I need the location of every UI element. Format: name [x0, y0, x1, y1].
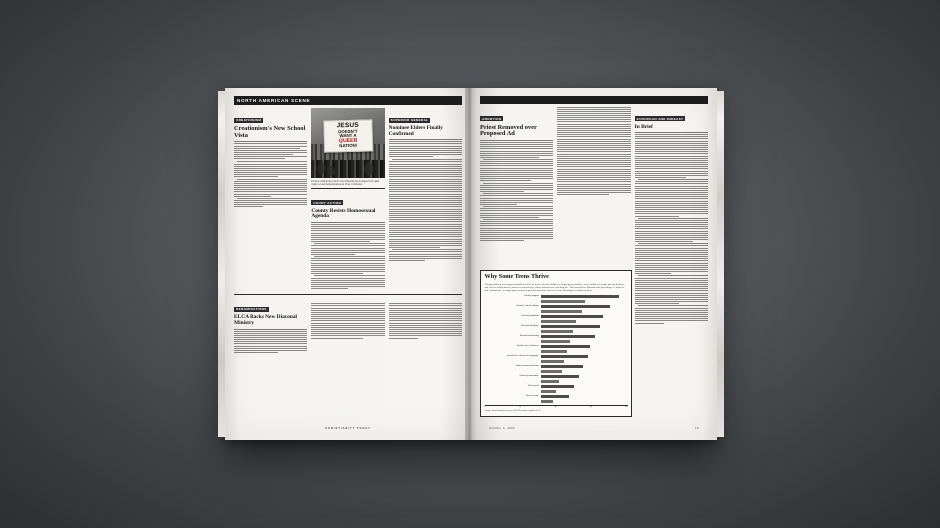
chart-bar-nonthrivers	[541, 310, 582, 313]
chart-bar-row	[485, 385, 628, 388]
chart-subtitle: Though children in two-parent families tend to be better off than children in single-parent families, some children in single parents do thrive and excel at risk behavior, such as sexual activity, school absenteeism, and drug use. This chart below illustrates the percentage of "thrivers" and "nonthrivers" in single-parent and two-parent households who have some advantages available to them.	[484, 282, 625, 292]
chart-bar-row	[485, 295, 628, 298]
headline-elca: ELCA Backs New Diaconal Ministry	[234, 314, 298, 326]
kicker-european-mideast: EUROPEAN AND MIDEAST	[636, 116, 684, 121]
chart-bar-label: Parental monitoring	[519, 334, 539, 338]
chart-bar-nonthrivers	[541, 390, 557, 393]
chart-bar-nonthrivers	[541, 360, 564, 363]
article-body-elca-1	[234, 331, 307, 353]
chart-bar-row	[485, 355, 628, 358]
kicker-creationism: CREATIONISM	[236, 118, 262, 122]
chart-bar-row	[485, 380, 628, 383]
headline-county-resists: County Resists Homosexual Agenda	[311, 207, 376, 220]
chart-bar-row	[485, 340, 628, 343]
chart-x-tick-labels	[485, 406, 628, 408]
chart-bar-track	[541, 320, 628, 323]
protest-sign: JESUS DOESN'T WANT A QUEER NATION!	[323, 119, 372, 153]
chart-bar-thrivers	[541, 375, 579, 378]
chart-bar-thrivers	[541, 335, 596, 338]
chart-bar-track	[541, 350, 628, 353]
chart-bar-row	[485, 360, 628, 363]
left-page-bottom-column-3	[389, 297, 462, 355]
chart-bar-label: School performance	[519, 374, 539, 378]
article-body-nominee-elders-cont	[389, 159, 462, 261]
chart-bar-row	[485, 370, 628, 373]
left-page-bottom-column-2	[311, 297, 384, 355]
chart-bar-label: Homework	[528, 384, 539, 388]
chart-bar-row	[485, 305, 628, 308]
chart-bar-track	[541, 335, 628, 338]
divider	[311, 222, 384, 223]
chart-bar-thrivers	[541, 355, 588, 358]
chart-bar-row	[485, 335, 628, 338]
divider	[311, 188, 384, 189]
chart-bar-track	[541, 370, 628, 373]
article-body-elca-3	[389, 303, 462, 338]
chart-bar-label: Parental standards	[521, 314, 539, 318]
article-body-county-resists	[311, 224, 384, 289]
article-body-in-brief	[635, 134, 708, 323]
chart-bar-nonthrivers	[541, 300, 585, 303]
chart-bar-thrivers	[541, 325, 600, 328]
chart-bar-track	[541, 385, 628, 388]
chart-tick: 40	[554, 406, 557, 409]
chart-bar-nonthrivers	[541, 340, 570, 343]
chart-bar-track	[541, 375, 628, 378]
chart-bar-row	[485, 320, 628, 323]
left-page-column-2	[311, 108, 384, 291]
masthead-bar-right	[480, 96, 708, 104]
section-masthead: NORTH AMERICAN SCENE	[234, 96, 462, 105]
chart-bar-row	[485, 365, 628, 368]
chart-bar-nonthrivers	[541, 350, 567, 353]
chart-bar-label: Positive peer influence	[516, 344, 539, 348]
right-page-column-3	[635, 107, 708, 326]
headline-nominee-elders: Nominee Elders Finally Confirmed	[388, 125, 443, 137]
chart-bar-thrivers	[541, 345, 590, 348]
headline-creationism: Creationism's New School Vista	[234, 125, 306, 139]
chart-tick: 60	[589, 406, 592, 409]
chart-bar-row	[485, 300, 628, 303]
chart-tick: 0	[484, 406, 486, 409]
chart-bar-label: Achievement motivation	[515, 364, 539, 368]
divider	[389, 139, 462, 140]
chart-bar-label: Positive school climate	[516, 304, 539, 308]
headline-in-brief: In Brief	[634, 123, 653, 130]
chart-bar-thrivers	[541, 295, 619, 298]
chart-bar-row	[485, 350, 628, 353]
chart-bar-row	[485, 325, 628, 328]
left-page-column-3	[389, 108, 462, 291]
chart-bar-nonthrivers	[541, 370, 563, 373]
chart-bar-thrivers	[541, 395, 570, 398]
chart-bar-nonthrivers	[541, 330, 573, 333]
chart-bar-track	[541, 360, 628, 363]
right-page-footer	[489, 427, 699, 430]
divider	[234, 329, 307, 330]
chart-bar-track	[541, 355, 628, 358]
chart-region	[480, 266, 632, 417]
left-page-footer	[243, 427, 453, 430]
right-page	[471, 88, 717, 440]
divider	[635, 132, 708, 133]
photo-caption: Protests outside the school board meeting have ranged from quiet vigils to loud demonstrations in Vista, California.	[311, 179, 380, 186]
chart-bar-track	[541, 300, 628, 303]
left-page-bottom-column-1	[234, 297, 307, 355]
article-body-elca-2	[311, 303, 384, 338]
chart-bar-track	[541, 295, 628, 298]
open-magazine-spread	[225, 88, 717, 440]
teens-thrive-chart	[480, 270, 632, 417]
chart-bar-track	[541, 390, 628, 393]
chart-bar-track	[541, 330, 628, 333]
chart-bar-track	[541, 325, 628, 328]
chart-bar-thrivers	[541, 385, 574, 388]
chart-bar-track	[541, 395, 628, 398]
chart-bar-thrivers	[541, 365, 583, 368]
chart-bar-track	[541, 315, 628, 318]
divider	[234, 141, 307, 142]
chart-title: Why Some Teens Thrive	[484, 273, 549, 280]
chart-bar-track	[541, 380, 628, 383]
chart-tick: 20	[518, 406, 522, 409]
article-body-nominee-elders	[389, 141, 462, 157]
footer-page-number: 19	[695, 427, 699, 430]
chart-bar-row	[485, 345, 628, 348]
chart-bar-track	[541, 340, 628, 343]
chart-bar-nonthrivers	[541, 380, 559, 383]
chart-bar-row	[485, 395, 628, 398]
divider	[234, 294, 462, 295]
protest-photo	[311, 108, 384, 178]
chart-bar-label: Time at home	[525, 394, 539, 397]
chart-bar-nonthrivers	[541, 400, 553, 403]
article-body-priest-removed-cont	[557, 107, 630, 196]
chart-bar-track	[541, 365, 628, 368]
chart-bar-label: Involved in church or synagogue	[507, 354, 539, 358]
chart-bar-nonthrivers	[541, 320, 577, 323]
chart-bar-track	[541, 400, 628, 403]
article-body-creationism	[234, 161, 307, 207]
article-body-priest-removed	[480, 142, 553, 241]
chart-bar-track	[541, 345, 628, 348]
chart-bar-row	[485, 310, 628, 313]
kicker-abortion: ABORTION	[482, 116, 502, 121]
kicker-court-action: COURT ACTION	[313, 200, 342, 205]
headline-priest-removed: Priest Removed over Proposed Ad	[480, 123, 537, 138]
kicker-superior-general: SUPERIOR GENERAL	[390, 118, 429, 122]
chart-bar-label: Family support	[524, 294, 539, 298]
footer-publication-name: CHRISTIANITY TODAY	[325, 427, 371, 430]
chart-bar-row	[485, 330, 628, 333]
chart-bar-row	[485, 390, 628, 393]
chart-bar-row	[485, 400, 628, 403]
chart-source-note: Source: Search Institute survey of 46,799 youths in grades 6–12	[484, 410, 541, 413]
footer-issue-date: October 4, 1993	[489, 427, 516, 430]
page-edge-left	[218, 91, 225, 437]
left-page-column-1	[234, 108, 307, 291]
chart-bar-thrivers	[541, 305, 610, 308]
chart-bar-row	[485, 315, 628, 318]
chart-bar-thrivers	[541, 315, 603, 318]
kicker-denominations: DENOMINATIONS	[236, 307, 267, 312]
article-body-creationism-deck	[234, 143, 307, 159]
left-page	[225, 88, 472, 440]
chart-bar-track	[541, 305, 628, 308]
chart-bar-row	[485, 375, 628, 378]
page-edge-right	[717, 91, 724, 437]
divider	[480, 140, 553, 141]
chart-bars	[485, 295, 628, 403]
chart-tick: 80	[625, 406, 628, 409]
chart-bar-track	[541, 310, 628, 313]
chart-bar-label: Parental discipline	[521, 324, 539, 328]
